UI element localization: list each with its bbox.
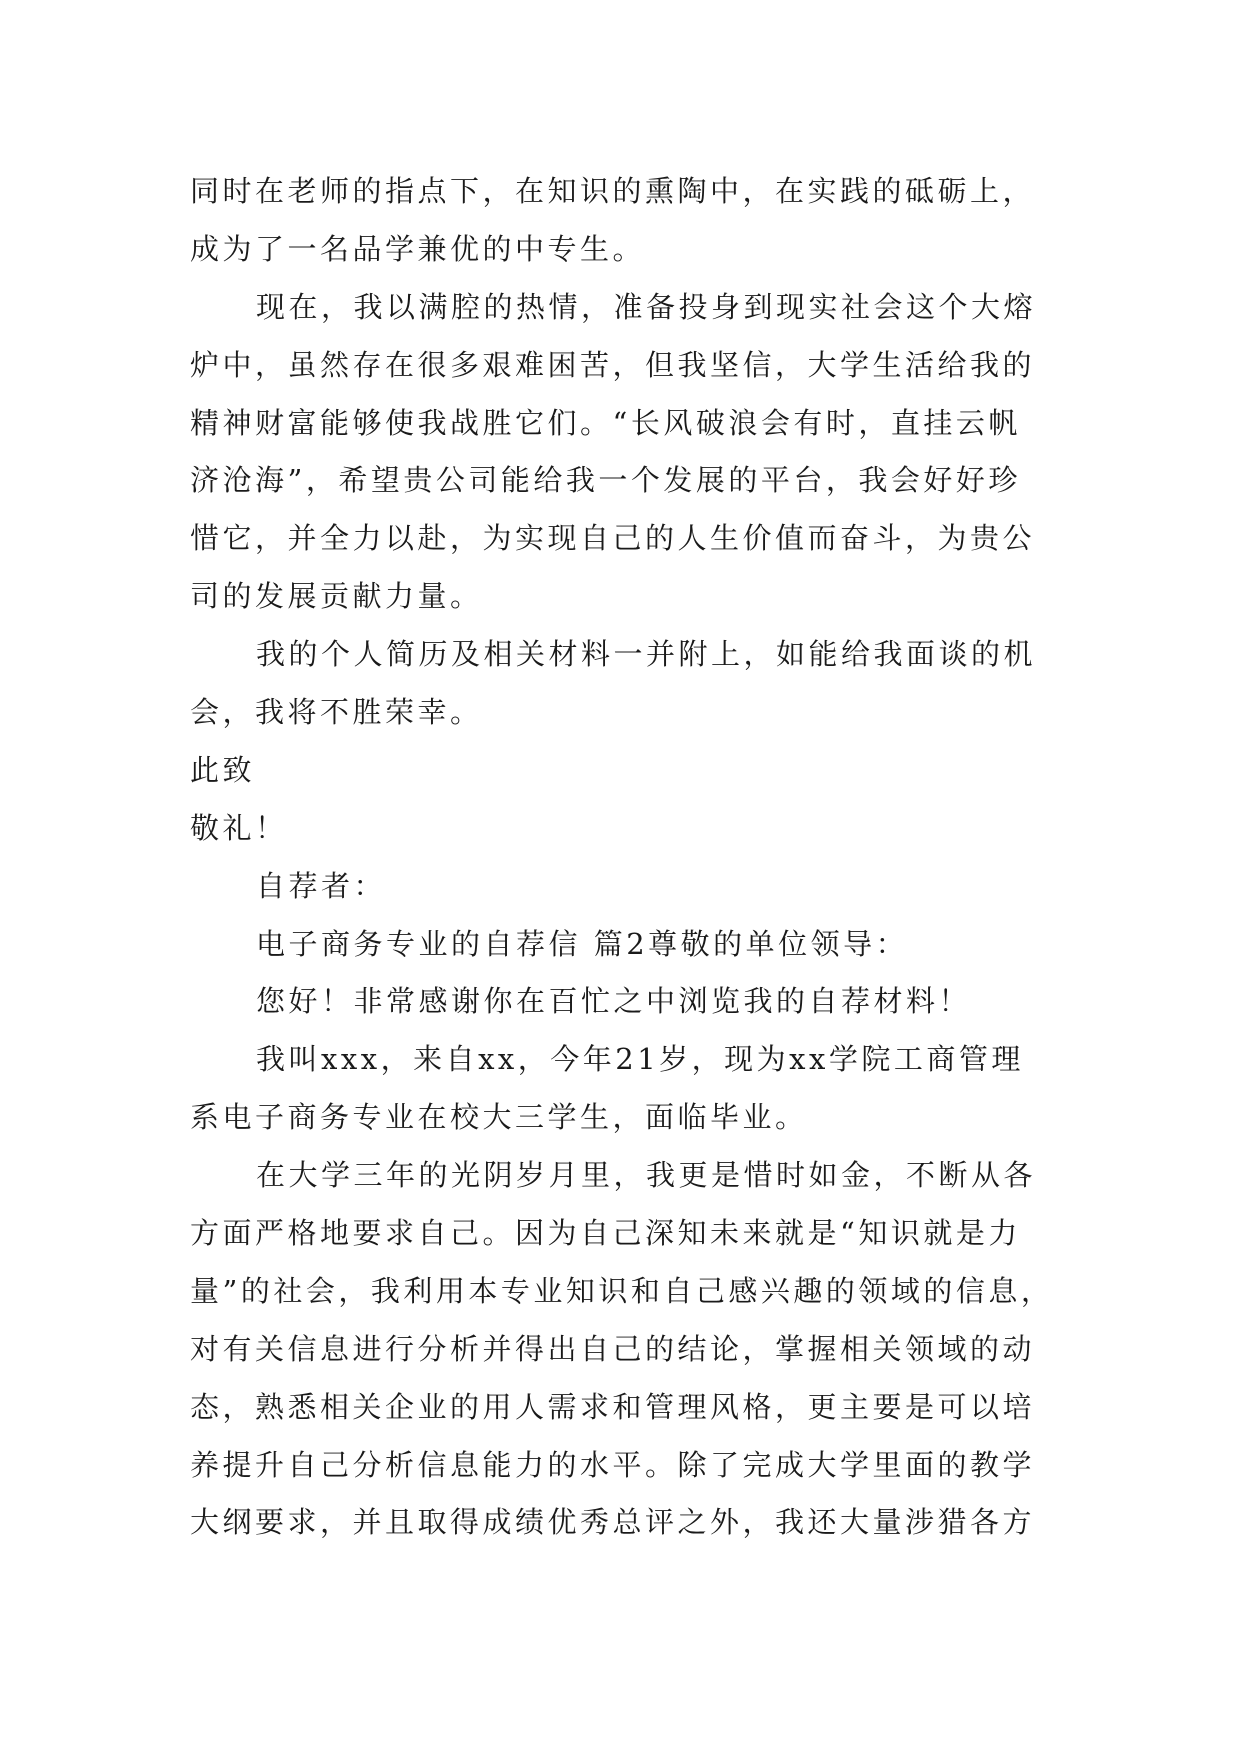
- text-line: 态，熟悉相关企业的用人需求和管理风格，更主要是可以培: [190, 1389, 1036, 1424]
- document-body: [190, 163, 1062, 1552]
- text-line: 养提升自己分析信息能力的水平。除了完成大学里面的教学: [190, 1447, 1036, 1482]
- text-line: 现在，我以满腔的热情，准备投身到现实社会这个大熔: [256, 289, 1037, 324]
- text-line: 方面严格地要求自己。因为自己深知未来就是“知识就是力: [190, 1216, 1021, 1251]
- salutation-line: 敬礼！: [190, 810, 288, 845]
- section-heading: 电子商务专业的自荐信 篇2尊敬的单位领导：: [256, 926, 909, 961]
- text-line: 炉中，虽然存在很多艰难困苦，但我坚信，大学生活给我的: [190, 347, 1036, 382]
- salutation-line: 此致: [190, 752, 256, 787]
- text-line: 司的发展贡献力量。: [190, 579, 483, 614]
- text-line: 惜它，并全力以赴，为实现自己的人生价值而奋斗，为贵公: [190, 521, 1036, 556]
- text-line: 同时在老师的指点下，在知识的熏陶中，在实践的砥砺上，: [190, 174, 1036, 208]
- text-line: 精神财富能够使我战胜它们。“长风破浪会有时，直挂云帆: [190, 405, 1021, 440]
- text-line: 会，我将不胜荣幸。: [190, 695, 483, 730]
- signature-line: 自荐者：: [256, 868, 387, 903]
- text-line: 在大学三年的光阴岁月里，我更是惜时如金，不断从各: [256, 1158, 1037, 1193]
- text-line: 量”的社会，我利用本专业知识和自己感兴趣的领域的信息，: [190, 1273, 1054, 1308]
- text-line: 系电子商务专业在校大三学生，面临毕业。: [190, 1100, 808, 1135]
- text-line: 您好！非常感谢你在百忙之中浏览我的自荐材料！: [256, 984, 972, 1019]
- text-line: 济沧海”，希望贵公司能给我一个发展的平台，我会好好珍: [190, 463, 1021, 498]
- text-line: 我的个人简历及相关材料一并附上，如能给我面谈的机: [256, 637, 1037, 672]
- text-line: 大纲要求，并且取得成绩优秀总评之外，我还大量涉猎各方: [190, 1505, 1036, 1540]
- text-line: 我叫xxx，来自xx，今年21岁，现为xx学院工商管理: [256, 1042, 1024, 1077]
- text-line: 对有关信息进行分析并得出自己的结论，掌握相关领域的动: [190, 1331, 1036, 1366]
- text-line: 成为了一名品学兼优的中专生。: [190, 231, 646, 266]
